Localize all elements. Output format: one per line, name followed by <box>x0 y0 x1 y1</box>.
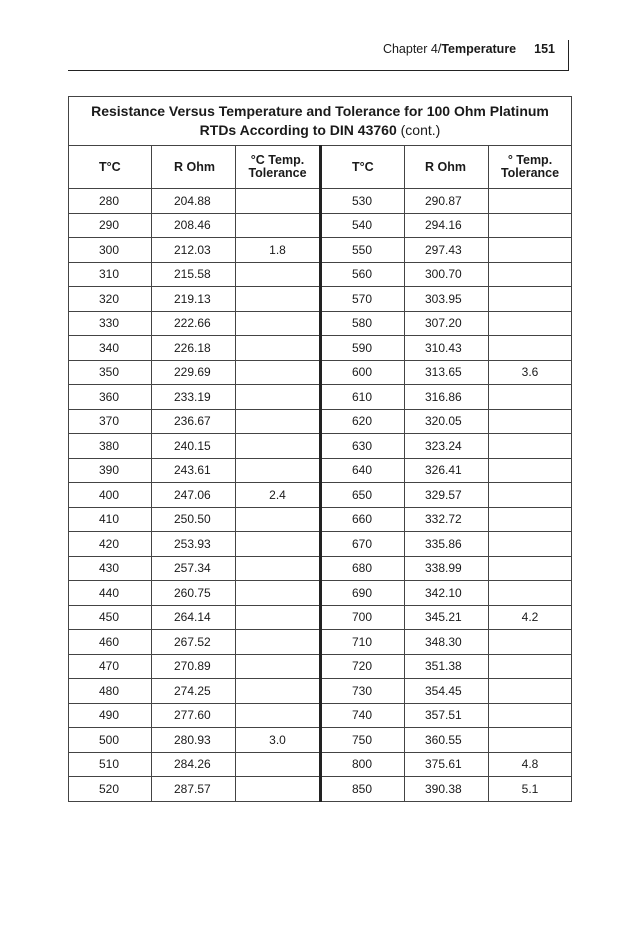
temp-cell: 550 <box>321 238 405 263</box>
temp-cell: 290 <box>69 213 152 238</box>
tolerance-cell <box>489 581 572 606</box>
tolerance-cell <box>236 262 321 287</box>
tolerance-cell <box>236 581 321 606</box>
resistance-cell: 233.19 <box>152 385 236 410</box>
tolerance-cell <box>236 458 321 483</box>
tolerance-cell <box>236 556 321 581</box>
resistance-cell: 274.25 <box>152 679 236 704</box>
tolerance-cell: 3.6 <box>489 360 572 385</box>
table-row <box>69 213 572 238</box>
temp-cell: 530 <box>321 189 405 214</box>
table-row <box>69 458 572 483</box>
table-row <box>69 703 572 728</box>
temp-cell: 340 <box>69 336 152 361</box>
resistance-cell: 326.41 <box>405 458 489 483</box>
table-row <box>69 728 572 753</box>
temp-cell: 320 <box>69 287 152 312</box>
col-header-resistance-2: R Ohm <box>405 146 489 189</box>
running-header <box>0 40 569 68</box>
table-row <box>69 360 572 385</box>
header-slash: / <box>437 42 442 56</box>
table-row <box>69 262 572 287</box>
temp-cell: 580 <box>321 311 405 336</box>
col-header-tolerance-2: ° Temp. Tolerance <box>489 146 572 189</box>
temp-cell: 680 <box>321 556 405 581</box>
resistance-cell: 294.16 <box>405 213 489 238</box>
tolerance-cell <box>489 556 572 581</box>
table-row <box>69 311 572 336</box>
tolerance-cell <box>489 458 572 483</box>
temp-cell: 600 <box>321 360 405 385</box>
temp-cell: 420 <box>69 532 152 557</box>
tolerance-cell <box>236 532 321 557</box>
resistance-cell: 253.93 <box>152 532 236 557</box>
resistance-cell: 219.13 <box>152 287 236 312</box>
tolerance-cell: 4.2 <box>489 605 572 630</box>
rtd-table <box>68 96 572 802</box>
tolerance-cell: 2.4 <box>236 483 321 508</box>
temp-cell: 630 <box>321 434 405 459</box>
resistance-cell: 329.57 <box>405 483 489 508</box>
resistance-cell: 354.45 <box>405 679 489 704</box>
tolerance-cell <box>236 311 321 336</box>
resistance-cell: 375.61 <box>405 752 489 777</box>
resistance-cell: 236.67 <box>152 409 236 434</box>
temp-cell: 590 <box>321 336 405 361</box>
tolerance-cell <box>489 630 572 655</box>
temp-cell: 610 <box>321 385 405 410</box>
tolerance-cell <box>489 409 572 434</box>
col-header-resistance: R Ohm <box>152 146 236 189</box>
resistance-cell: 303.95 <box>405 287 489 312</box>
resistance-cell: 264.14 <box>152 605 236 630</box>
tolerance-cell <box>489 728 572 753</box>
tolerance-cell <box>236 777 321 802</box>
resistance-cell: 323.24 <box>405 434 489 459</box>
table-row <box>69 434 572 459</box>
table-row <box>69 532 572 557</box>
tolerance-cell: 4.8 <box>489 752 572 777</box>
tolerance-cell <box>489 679 572 704</box>
resistance-cell: 345.21 <box>405 605 489 630</box>
temp-cell: 400 <box>69 483 152 508</box>
temp-cell: 510 <box>69 752 152 777</box>
tolerance-cell <box>236 630 321 655</box>
tolerance-cell <box>489 311 572 336</box>
table-row <box>69 556 572 581</box>
col-header-temp: T°C <box>69 146 152 189</box>
temp-cell: 690 <box>321 581 405 606</box>
resistance-cell: 280.93 <box>152 728 236 753</box>
temp-cell: 650 <box>321 483 405 508</box>
temp-cell: 460 <box>69 630 152 655</box>
caption-cont: (cont.) <box>400 122 441 138</box>
resistance-cell: 320.05 <box>405 409 489 434</box>
tolerance-cell <box>489 507 572 532</box>
temp-cell: 450 <box>69 605 152 630</box>
resistance-cell: 257.34 <box>152 556 236 581</box>
tolerance-cell <box>236 336 321 361</box>
temp-cell: 370 <box>69 409 152 434</box>
resistance-cell: 338.99 <box>405 556 489 581</box>
table-row <box>69 409 572 434</box>
table-row <box>69 287 572 312</box>
tolerance-cell <box>236 189 321 214</box>
resistance-cell: 307.20 <box>405 311 489 336</box>
table-row <box>69 777 572 802</box>
temp-cell: 850 <box>321 777 405 802</box>
tolerance-cell <box>489 483 572 508</box>
resistance-cell: 342.10 <box>405 581 489 606</box>
table-row <box>69 385 572 410</box>
table-row <box>69 189 572 214</box>
resistance-cell: 229.69 <box>152 360 236 385</box>
tolerance-cell <box>236 409 321 434</box>
temp-cell: 330 <box>69 311 152 336</box>
resistance-cell: 390.38 <box>405 777 489 802</box>
temp-cell: 670 <box>321 532 405 557</box>
resistance-cell: 226.18 <box>152 336 236 361</box>
temp-cell: 620 <box>321 409 405 434</box>
tolerance-cell <box>489 532 572 557</box>
resistance-cell: 316.86 <box>405 385 489 410</box>
table-row <box>69 483 572 508</box>
tolerance-cell <box>489 287 572 312</box>
resistance-cell: 310.43 <box>405 336 489 361</box>
resistance-cell: 247.06 <box>152 483 236 508</box>
tolerance-cell <box>489 703 572 728</box>
temp-cell: 480 <box>69 679 152 704</box>
temp-cell: 410 <box>69 507 152 532</box>
resistance-cell: 313.65 <box>405 360 489 385</box>
table-caption <box>69 97 572 146</box>
resistance-cell: 290.87 <box>405 189 489 214</box>
temp-cell: 520 <box>69 777 152 802</box>
header-rule-vertical <box>568 40 569 71</box>
temp-cell: 310 <box>69 262 152 287</box>
tolerance-cell <box>489 385 572 410</box>
resistance-cell: 277.60 <box>152 703 236 728</box>
header-text <box>383 42 555 56</box>
temp-cell: 800 <box>321 752 405 777</box>
tolerance-cell <box>236 360 321 385</box>
table-row <box>69 605 572 630</box>
resistance-cell: 348.30 <box>405 630 489 655</box>
temp-cell: 540 <box>321 213 405 238</box>
resistance-cell: 222.66 <box>152 311 236 336</box>
tolerance-cell <box>236 605 321 630</box>
table-row <box>69 654 572 679</box>
table-row <box>69 336 572 361</box>
tolerance-cell <box>489 336 572 361</box>
temp-cell: 640 <box>321 458 405 483</box>
temp-cell: 430 <box>69 556 152 581</box>
header-rule <box>68 70 569 71</box>
resistance-cell: 260.75 <box>152 581 236 606</box>
tolerance-cell <box>236 287 321 312</box>
resistance-cell: 250.50 <box>152 507 236 532</box>
resistance-cell: 267.52 <box>152 630 236 655</box>
tolerance-cell: 3.0 <box>236 728 321 753</box>
temp-cell: 380 <box>69 434 152 459</box>
resistance-cell: 335.86 <box>405 532 489 557</box>
table-row <box>69 238 572 263</box>
tolerance-cell <box>236 703 321 728</box>
temp-cell: 740 <box>321 703 405 728</box>
tolerance-cell <box>489 213 572 238</box>
resistance-cell: 287.57 <box>152 777 236 802</box>
temp-cell: 700 <box>321 605 405 630</box>
caption-title: Resistance Versus Temperature and Tolerance for 100 Ohm Platinum RTDs According to DIN 43760 <box>91 103 549 138</box>
temp-cell: 350 <box>69 360 152 385</box>
temp-cell: 500 <box>69 728 152 753</box>
tolerance-cell <box>236 679 321 704</box>
temp-cell: 720 <box>321 654 405 679</box>
temp-cell: 570 <box>321 287 405 312</box>
column-header-row <box>69 146 572 189</box>
table-row <box>69 679 572 704</box>
resistance-cell: 204.88 <box>152 189 236 214</box>
temp-cell: 280 <box>69 189 152 214</box>
tolerance-cell <box>489 434 572 459</box>
page-number: 151 <box>534 42 555 56</box>
chapter-topic: Temperature <box>441 42 517 56</box>
tolerance-cell <box>236 385 321 410</box>
resistance-cell: 208.46 <box>152 213 236 238</box>
tolerance-cell <box>236 213 321 238</box>
temp-cell: 560 <box>321 262 405 287</box>
tolerance-cell <box>489 654 572 679</box>
resistance-cell: 240.15 <box>152 434 236 459</box>
resistance-cell: 243.61 <box>152 458 236 483</box>
resistance-cell: 215.58 <box>152 262 236 287</box>
temp-cell: 710 <box>321 630 405 655</box>
tolerance-cell <box>489 262 572 287</box>
temp-cell: 730 <box>321 679 405 704</box>
tolerance-cell <box>236 752 321 777</box>
tolerance-cell <box>236 507 321 532</box>
temp-cell: 440 <box>69 581 152 606</box>
resistance-cell: 351.38 <box>405 654 489 679</box>
resistance-cell: 360.55 <box>405 728 489 753</box>
tolerance-cell <box>236 434 321 459</box>
temp-cell: 490 <box>69 703 152 728</box>
temp-cell: 360 <box>69 385 152 410</box>
col-header-tolerance: °C Temp. Tolerance <box>236 146 321 189</box>
table-row <box>69 752 572 777</box>
temp-cell: 300 <box>69 238 152 263</box>
temp-cell: 390 <box>69 458 152 483</box>
temp-cell: 470 <box>69 654 152 679</box>
resistance-cell: 300.70 <box>405 262 489 287</box>
chapter-label: Chapter 4 <box>382 42 438 56</box>
tolerance-cell: 5.1 <box>489 777 572 802</box>
tolerance-cell: 1.8 <box>236 238 321 263</box>
resistance-cell: 297.43 <box>405 238 489 263</box>
resistance-cell: 212.03 <box>152 238 236 263</box>
temp-cell: 750 <box>321 728 405 753</box>
table-row <box>69 581 572 606</box>
tolerance-cell <box>236 654 321 679</box>
table-row <box>69 507 572 532</box>
tolerance-cell <box>489 189 572 214</box>
resistance-cell: 332.72 <box>405 507 489 532</box>
table-row <box>69 630 572 655</box>
resistance-cell: 357.51 <box>405 703 489 728</box>
col-header-temp-2: T°C <box>321 146 405 189</box>
resistance-cell: 284.26 <box>152 752 236 777</box>
resistance-cell: 270.89 <box>152 654 236 679</box>
tolerance-cell <box>489 238 572 263</box>
temp-cell: 660 <box>321 507 405 532</box>
